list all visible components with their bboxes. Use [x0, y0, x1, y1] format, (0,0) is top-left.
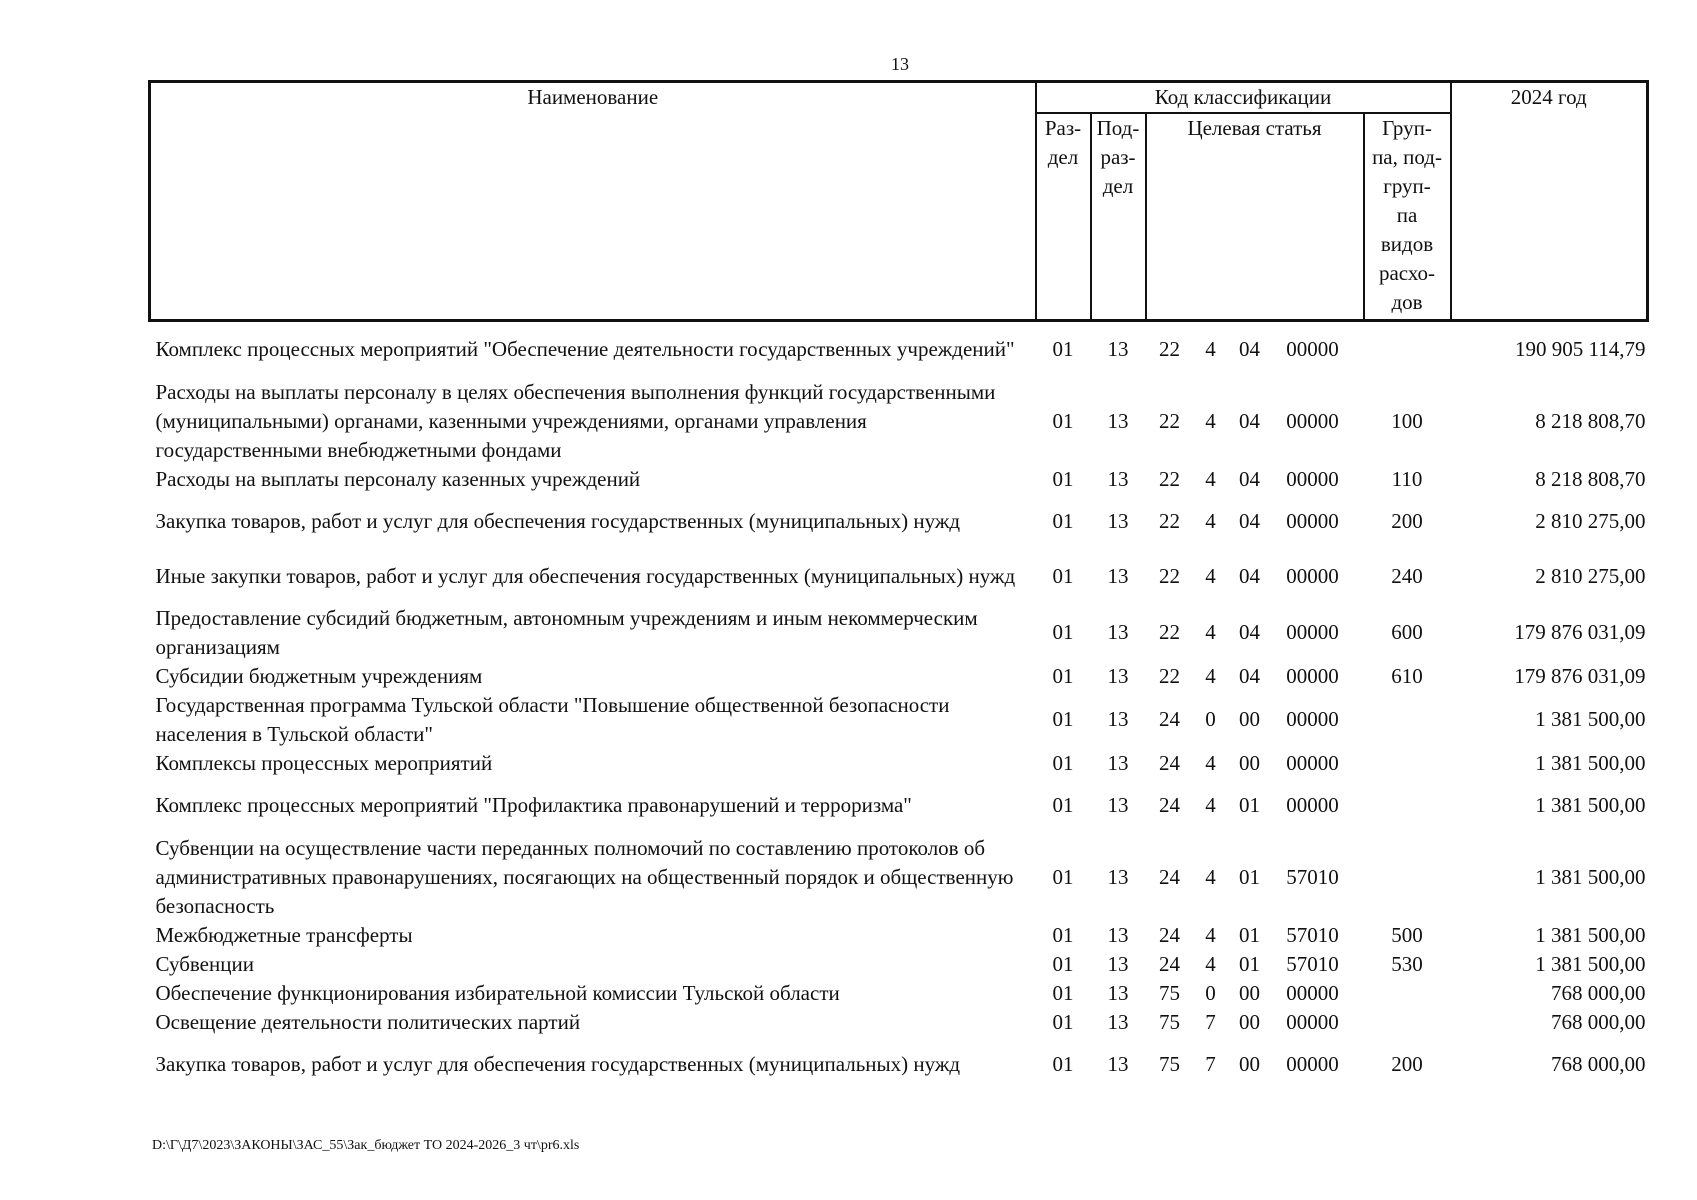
celevaya-part-2: 4 — [1205, 408, 1216, 433]
row-razdel: 01 — [1052, 980, 1074, 1005]
row-celevaya-statya — [1146, 494, 1364, 549]
celevaya-part-3: 00 — [1239, 1009, 1260, 1034]
row-gruppa: 600 — [1391, 620, 1423, 644]
celevaya-part-3: 04 — [1239, 663, 1260, 688]
row-sum: 768 000,00 — [1551, 1051, 1646, 1076]
row-gruppa: 110 — [1391, 466, 1423, 491]
row-podrazdel: 13 — [1107, 1051, 1129, 1076]
celevaya-part-1: 22 — [1159, 337, 1180, 362]
table-row — [150, 321, 1648, 378]
row-celevaya-statya — [1146, 604, 1364, 662]
row-razdel: 01 — [1052, 466, 1074, 491]
row-podrazdel: 13 — [1107, 563, 1129, 588]
row-podrazdel: 13 — [1107, 466, 1129, 491]
row-gruppa — [1364, 778, 1451, 834]
celevaya-part-4: 57010 — [1286, 864, 1339, 889]
row-razdel: 01 — [1052, 663, 1074, 688]
row-podrazdel: 13 — [1107, 750, 1129, 775]
row-razdel: 01 — [1052, 508, 1074, 533]
row-razdel: 01 — [1052, 750, 1074, 775]
celevaya-part-1: 24 — [1159, 864, 1180, 889]
celevaya-part-2: 0 — [1205, 707, 1216, 731]
header-podrazdel: Под- раз- дел — [1091, 113, 1146, 321]
header-razdel: Раз- дел — [1036, 113, 1091, 321]
celevaya-part-3: 01 — [1239, 864, 1260, 889]
row-podrazdel: 13 — [1107, 408, 1129, 433]
celevaya-part-4: 00000 — [1286, 980, 1339, 1005]
celevaya-part-3: 04 — [1239, 466, 1260, 491]
row-name: Закупка товаров, работ и услуг для обеспечения государственных (муниципальных) нужд — [155, 1051, 961, 1076]
celevaya-part-1: 75 — [1159, 1009, 1180, 1034]
row-sum: 179 876 031,09 — [1514, 663, 1646, 688]
celevaya-part-1: 22 — [1159, 466, 1180, 491]
row-razdel: 01 — [1052, 1009, 1074, 1034]
celevaya-part-4: 00000 — [1286, 1009, 1339, 1034]
celevaya-part-4: 00000 — [1286, 1051, 1339, 1076]
table-row — [150, 465, 1648, 494]
row-sum: 1 381 500,00 — [1535, 951, 1646, 976]
celevaya-part-1: 24 — [1159, 707, 1180, 731]
celevaya-part-2: 4 — [1205, 563, 1216, 588]
celevaya-part-4: 00000 — [1286, 408, 1339, 433]
row-razdel: 01 — [1052, 793, 1074, 817]
celevaya-part-3: 04 — [1239, 563, 1260, 588]
row-name: Государственная программа Тульской области "Повышение общественной безопасности населения в Тульской области" — [155, 692, 950, 746]
table-row — [150, 778, 1648, 834]
row-sum: 190 905 114,79 — [1515, 337, 1646, 362]
celevaya-part-1: 22 — [1159, 663, 1180, 688]
table-row — [150, 604, 1648, 662]
row-sum: 768 000,00 — [1551, 980, 1646, 1005]
row-podrazdel: 13 — [1107, 793, 1129, 817]
celevaya-part-3: 04 — [1239, 408, 1260, 433]
table-row — [150, 950, 1648, 979]
row-name: Предоставление субсидий бюджетным, автономным учреждениям и иным некоммерческим организациям — [155, 605, 978, 659]
celevaya-part-4: 00000 — [1286, 337, 1339, 362]
row-name: Расходы на выплаты персоналу казенных учреждений — [155, 466, 641, 491]
budget-table — [148, 80, 1649, 1092]
budget-table-container — [148, 80, 1646, 1092]
row-podrazdel: 13 — [1107, 980, 1129, 1005]
row-podrazdel: 13 — [1107, 922, 1129, 947]
celevaya-part-4: 00000 — [1286, 750, 1339, 775]
celevaya-part-4: 00000 — [1286, 466, 1339, 491]
celevaya-part-4: 00000 — [1286, 663, 1339, 688]
row-celevaya-statya — [1146, 662, 1364, 691]
celevaya-part-2: 7 — [1205, 1009, 1216, 1034]
row-gruppa — [1364, 321, 1451, 378]
header-name: Наименование — [150, 82, 1036, 321]
celevaya-part-1: 22 — [1159, 563, 1180, 588]
row-name: Субвенции — [155, 951, 254, 976]
row-podrazdel: 13 — [1107, 707, 1129, 731]
celevaya-part-2: 4 — [1205, 620, 1216, 644]
row-razdel: 01 — [1052, 408, 1074, 433]
celevaya-part-3: 00 — [1239, 707, 1260, 731]
row-podrazdel: 13 — [1107, 864, 1129, 889]
celevaya-part-3: 00 — [1239, 1051, 1260, 1076]
row-razdel: 01 — [1052, 1051, 1074, 1076]
row-name: Субсидии бюджетным учреждениям — [155, 663, 483, 688]
celevaya-part-1: 24 — [1159, 793, 1180, 817]
celevaya-part-2: 4 — [1205, 922, 1216, 947]
celevaya-part-2: 4 — [1205, 663, 1216, 688]
row-sum: 2 810 275,00 — [1535, 563, 1646, 588]
header-celevaya-statya: Целевая статья — [1146, 113, 1364, 321]
row-celevaya-statya — [1146, 979, 1364, 1008]
table-row — [150, 834, 1648, 921]
celevaya-part-2: 4 — [1205, 508, 1216, 533]
row-gruppa — [1364, 1008, 1451, 1037]
celevaya-part-3: 04 — [1239, 337, 1260, 362]
celevaya-part-4: 00000 — [1286, 620, 1339, 644]
celevaya-part-1: 24 — [1159, 951, 1180, 976]
header-code-classification: Код классификации — [1036, 82, 1451, 114]
celevaya-part-2: 7 — [1205, 1051, 1216, 1076]
celevaya-part-3: 01 — [1239, 951, 1260, 976]
row-name: Межбюджетные трансферты — [155, 922, 413, 947]
row-razdel: 01 — [1052, 620, 1074, 644]
row-podrazdel: 13 — [1107, 620, 1129, 644]
row-celevaya-statya — [1146, 321, 1364, 378]
row-razdel: 01 — [1052, 951, 1074, 976]
table-row — [150, 378, 1648, 465]
celevaya-part-3: 01 — [1239, 793, 1260, 817]
header-gruppa-vidov-rashodov: Груп- па, под- груп- па видов расхо- дов — [1364, 113, 1451, 321]
row-name: Комплексы процессных мероприятий — [155, 750, 493, 775]
row-gruppa: 200 — [1391, 508, 1423, 533]
row-podrazdel: 13 — [1107, 508, 1129, 533]
celevaya-part-1: 22 — [1159, 408, 1180, 433]
table-row — [150, 921, 1648, 950]
row-podrazdel: 13 — [1107, 337, 1129, 362]
row-celevaya-statya — [1146, 834, 1364, 921]
celevaya-part-1: 24 — [1159, 922, 1180, 947]
row-gruppa: 100 — [1391, 408, 1423, 433]
row-podrazdel: 13 — [1107, 663, 1129, 688]
row-gruppa — [1364, 979, 1451, 1008]
row-gruppa: 200 — [1391, 1051, 1423, 1076]
table-row — [150, 691, 1648, 749]
row-gruppa — [1364, 749, 1451, 778]
celevaya-part-3: 04 — [1239, 508, 1260, 533]
celevaya-part-3: 00 — [1239, 980, 1260, 1005]
row-sum: 1 381 500,00 — [1535, 864, 1646, 889]
row-name: Иные закупки товаров, работ и услуг для обеспечения государственных (муниципальных) нужд — [155, 563, 1016, 588]
table-row — [150, 979, 1648, 1008]
row-celevaya-statya — [1146, 465, 1364, 494]
celevaya-part-2: 0 — [1205, 980, 1216, 1005]
row-podrazdel: 13 — [1107, 951, 1129, 976]
row-gruppa: 610 — [1391, 663, 1423, 688]
row-celevaya-statya — [1146, 549, 1364, 604]
celevaya-part-3: 04 — [1239, 620, 1260, 644]
table-row — [150, 662, 1648, 691]
row-celevaya-statya — [1146, 691, 1364, 749]
celevaya-part-4: 00000 — [1286, 707, 1339, 731]
celevaya-part-2: 4 — [1205, 337, 1216, 362]
celevaya-part-3: 00 — [1239, 750, 1260, 775]
row-celevaya-statya — [1146, 749, 1364, 778]
row-name: Комплекс процессных мероприятий "Обеспечение деятельности государственных учреждений" — [155, 337, 1015, 362]
table-body — [150, 321, 1648, 1092]
row-name: Расходы на выплаты персоналу в целях обеспечения выполнения функций государственными (муниципальными) органами, казенными учреждениями, органами управления государственными внебюджетными фондами — [155, 379, 996, 462]
table-row — [150, 1037, 1648, 1092]
row-name: Комплекс процессных мероприятий "Профилактика правонарушений и терроризма" — [155, 793, 912, 817]
row-name: Закупка товаров, работ и услуг для обеспечения государственных (муниципальных) нужд — [155, 508, 961, 533]
page-number: 13 — [891, 54, 909, 74]
row-sum: 1 381 500,00 — [1535, 922, 1646, 947]
row-celevaya-statya — [1146, 1037, 1364, 1092]
row-name: Субвенции на осуществление части переданных полномочий по составлению протоколов об административных правонарушениях, посягающих на общественный порядок и общественную безопасность — [155, 835, 1014, 918]
row-celevaya-statya — [1146, 378, 1364, 465]
table-row — [150, 494, 1648, 549]
celevaya-part-1: 22 — [1159, 508, 1180, 533]
row-podrazdel: 13 — [1107, 1009, 1129, 1034]
celevaya-part-4: 00000 — [1286, 508, 1339, 533]
celevaya-part-3: 01 — [1239, 922, 1260, 947]
celevaya-part-4: 57010 — [1286, 922, 1339, 947]
row-razdel: 01 — [1052, 337, 1074, 362]
row-gruppa — [1364, 834, 1451, 921]
table-row — [150, 549, 1648, 604]
row-sum: 1 381 500,00 — [1535, 750, 1646, 775]
row-razdel: 01 — [1052, 563, 1074, 588]
celevaya-part-1: 22 — [1159, 620, 1180, 644]
row-sum: 179 876 031,09 — [1514, 620, 1646, 644]
header-year: 2024 год — [1451, 82, 1648, 321]
celevaya-part-2: 4 — [1205, 793, 1216, 817]
file-path-footer: D:\Г\Д7\2023\ЗАКОНЫ\ЗАС_55\Зак_бюджет ТО 2024-2026_3 чт\pr6.xls — [152, 1138, 580, 1153]
celevaya-part-2: 4 — [1205, 951, 1216, 976]
celevaya-part-2: 4 — [1205, 466, 1216, 491]
row-celevaya-statya — [1146, 921, 1364, 950]
row-gruppa — [1364, 691, 1451, 749]
row-sum: 8 218 808,70 — [1535, 408, 1646, 433]
row-razdel: 01 — [1052, 922, 1074, 947]
celevaya-part-1: 24 — [1159, 750, 1180, 775]
row-razdel: 01 — [1052, 864, 1074, 889]
row-sum: 8 218 808,70 — [1535, 466, 1646, 491]
row-name: Освещение деятельности политических партий — [155, 1009, 581, 1034]
row-sum: 2 810 275,00 — [1535, 508, 1646, 533]
table-row — [150, 1008, 1648, 1037]
table-row — [150, 749, 1648, 778]
row-gruppa: 500 — [1391, 922, 1423, 947]
row-sum: 1 381 500,00 — [1535, 793, 1646, 817]
row-razdel: 01 — [1052, 707, 1074, 731]
celevaya-part-1: 75 — [1159, 980, 1180, 1005]
row-sum: 1 381 500,00 — [1535, 707, 1646, 731]
celevaya-part-4: 00000 — [1286, 563, 1339, 588]
row-name: Обеспечение функционирования избирательной комиссии Тульской области — [155, 980, 840, 1005]
row-celevaya-statya — [1146, 778, 1364, 834]
row-gruppa: 530 — [1391, 951, 1423, 976]
celevaya-part-2: 4 — [1205, 750, 1216, 775]
row-celevaya-statya — [1146, 950, 1364, 979]
celevaya-part-1: 75 — [1159, 1051, 1180, 1076]
celevaya-part-4: 00000 — [1286, 793, 1339, 817]
row-sum: 768 000,00 — [1551, 1009, 1646, 1034]
row-celevaya-statya — [1146, 1008, 1364, 1037]
celevaya-part-4: 57010 — [1286, 951, 1339, 976]
celevaya-part-2: 4 — [1205, 864, 1216, 889]
row-gruppa: 240 — [1391, 563, 1423, 588]
